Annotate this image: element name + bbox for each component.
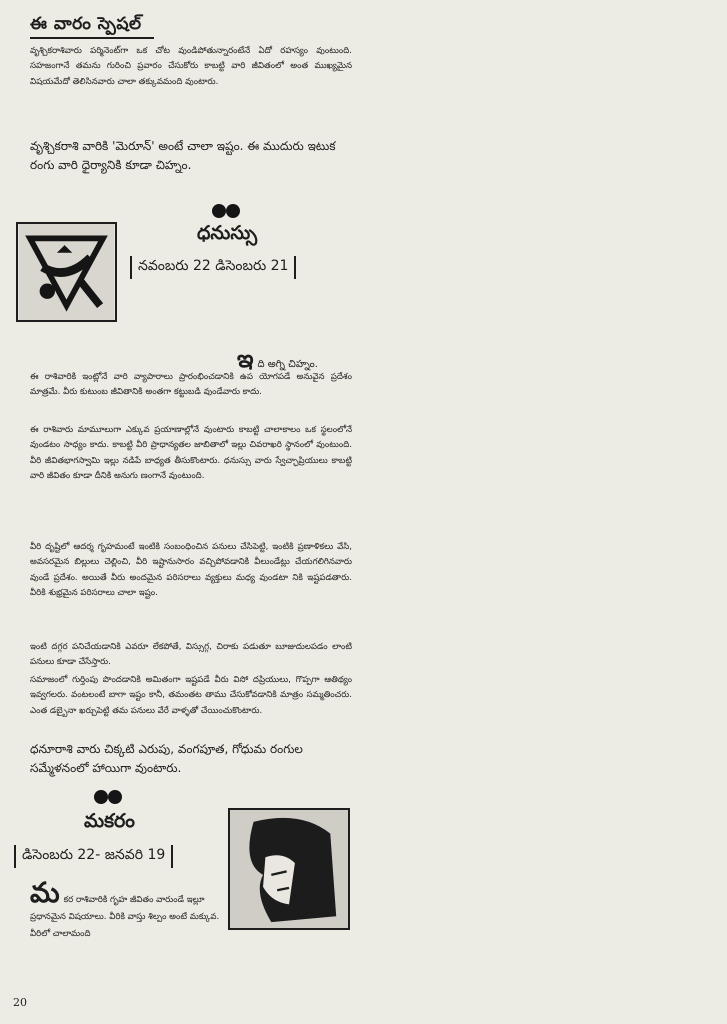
- sign-name-dhanussu: ధనుస్సు: [197, 222, 258, 244]
- dhanussu-paragraph-4: ఇంటి దగ్గర పనిచేయడానికి ఎవరూ లేకపోతే, విస్సుగ్గ, చిరాకు పడుతూ బూజుదులపడం లాంటి పనులు కూడా చేసేస్తారు.: [30, 642, 352, 668]
- dropcap: మ: [30, 876, 60, 909]
- sagittarius-illustration: [16, 222, 117, 322]
- bullet-dot: [212, 204, 226, 218]
- sign-dates-makaram: డిసెంబరు 22- జనవరి 19: [14, 845, 173, 868]
- page-title: ఈ వారం స్పెషల్: [30, 14, 142, 34]
- bullet-dot: [108, 790, 122, 804]
- capricorn-face-icon: [230, 810, 348, 928]
- bullet-dot: [226, 204, 240, 218]
- title-underline: [30, 37, 154, 39]
- dhanussu-paragraph-1: ఈ రాశివారికి ఇంట్లోనే వారి వ్యాపారాలు ప్రారంభించడానికి ఉప యోగపడే అనువైన ప్రదేశం మాత్రమే. వీరు కుటుంబ జీవితానికి అంతగా కట్టుబడి వుండేవారు కాదు.: [30, 372, 352, 398]
- capricorn-illustration: [228, 808, 350, 930]
- bullet-dot: [94, 790, 108, 804]
- dhanussu-paragraph-5: సమాజంలో గుర్తింపు పొందడానికి అమితంగా ఇష్టపడే వీరు విసో దప్రియులు, గొప్పగా ఆతిథ్యం ఇవ్వగలరు. వంటలంటే బాగా ఇష్టం కానీ, తమంతట తాము చేసుకోవడానికి మాత్రం సమ్మతించరు. ఎంత డబ్బైనా ఖర్చుపెట్టి తమ పనులు వేరే వాళ్ళతో చేయించుకొంటారు.: [30, 675, 352, 716]
- section-bullet-dhanussu: [212, 204, 240, 218]
- makaram-intro-text: కర రాశివారికి గృహ జీవితం వారుండే ఇల్లూ ప్రధానమైన విషయాలు. వీరికి వాస్తు శిల్పం అంటే మక్కువ. వీరిలో చాలామంది: [30, 895, 220, 939]
- page-number: 20: [13, 996, 27, 1009]
- sagittarius-symbol-icon: [18, 224, 115, 320]
- dhanussu-color-paragraph: ధనూరాశి వారు చిక్కటి ఎరుపు, వంగపూత, గోధుమ రంగుల సమ్మేళనంలో హాయిగా వుంటారు.: [30, 742, 303, 775]
- sign-name-makaram: మకరం: [84, 810, 135, 832]
- dropcap: ఇ: [237, 345, 254, 373]
- makaram-intro-paragraph: [30, 876, 220, 943]
- intro-paragraph: వృశ్చికరాశివారు పర్మినెంట్‌గా ఒక చోట వుండిపోతున్నారంటేనే ఏదో రహస్యం వుంటుంది. సహజంగానే తమను గురించి ప్రవారం చేసుకోరు కాబట్టి వారి జీవితంలో అంత ముఖ్యమైన విషయమేదో తెలిసినవారు చాలా తక్కువమంది వుంటారు.: [30, 46, 352, 87]
- dhanussu-paragraph-3: వీరి దృష్టిలో ఆదర్శ గృహమంటే ఇంటికి సంబంధించిన పనులు చేసిపెట్టి, ఇంటికి ప్రణాళికలు వేసి, అవసరమైన బిల్లులు చెల్లించి, వీరి ఇష్టానుసారం వచ్చిపోవడానికి వీలుండేట్లు చేయగలిగినవారు వుండే ప్రదేశం. అయితే వీరు అందమైన పరిసరాలు వ్యక్తులు మధ్య వుండటా నికి ఇష్టపడతారు. వీరికి శుభ్రమైన పరిసరాలు చాలా ఇష్టం.: [30, 542, 352, 599]
- section-bullet-makaram: [94, 790, 122, 804]
- scorpio-color-paragraph: వృశ్చికరాశి వారికి 'మెరూన్' అంటే చాలా ఇష్టం. ఈ ముదురు ఇటుక రంగు వారి ధైర్యానికి కూడా చిహ్నం.: [30, 139, 336, 172]
- sign-dates-dhanussu: నవంబరు 22 డిసెంబరు 21: [130, 256, 296, 279]
- dhanussu-intro-line: [237, 345, 357, 373]
- intro-text: ది అగ్ని చిహ్నం.: [257, 359, 318, 370]
- dhanussu-paragraph-2: ఈ రాశివారు మామూలుగా ఎక్కువ ప్రయాణాల్లోనే వుంటారు కాబట్టి చాలాకాలం ఒక స్థలంలోనే వుండటం సాధ్యం కాదు. కాబట్టి వీరి ప్రాధాన్యతల జాబితాలో ఇల్లు చివరాఖరి స్థానంలో వుంటుంది. వీరి జీవితభాగస్వామి ఇల్లు నడిపే బాధ్యత తీసుకొంటారు. ధనుస్సు వారు స్వేచ్ఛాప్రియులు కాబట్టి వారి జీవితం కూడా దీనికి అనుగు ణంగానే వుంటుంది.: [30, 425, 352, 482]
